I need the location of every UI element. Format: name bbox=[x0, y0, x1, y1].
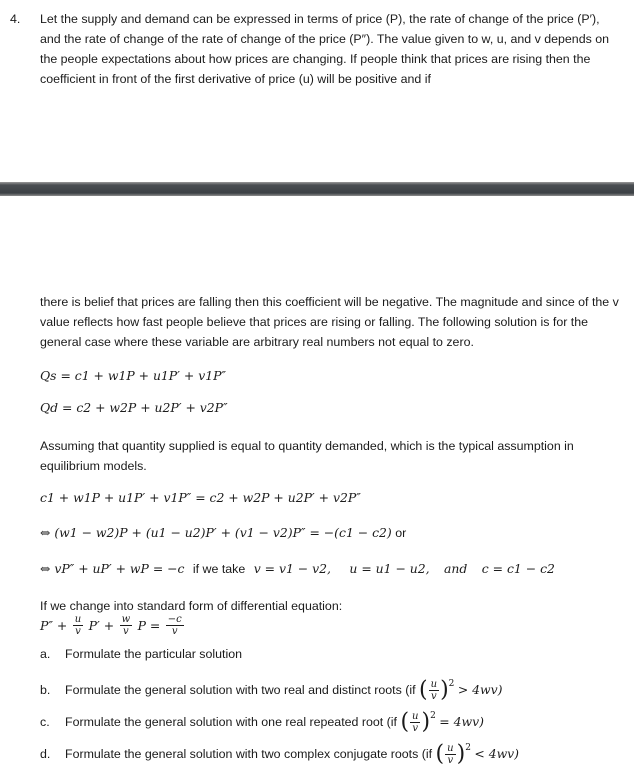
page-break-band bbox=[0, 182, 634, 196]
u-definition: u = u1 − u2, bbox=[349, 561, 430, 576]
p-prime-term: P′ + bbox=[88, 618, 115, 633]
p-double-prime-term: P″ + bbox=[40, 618, 68, 633]
u-over-v-ratio: $\frac{u}{v}$ bbox=[412, 711, 419, 735]
assumption-paragraph: Assuming that quantity supplied is equal to quantity demanded, which is the typical assumption in equilibrium models. bbox=[40, 439, 574, 473]
question-b: b. Formulate the general solution with two real and distinct roots (if ( $\frac{u}{v}$ )$^2$ > 4wv) bbox=[40, 677, 503, 703]
u-over-v-ratio: $\frac{u}{v}$ bbox=[430, 679, 438, 703]
simplified-equation bbox=[40, 560, 630, 578]
problem-number: 4. bbox=[10, 12, 21, 26]
demand-equation: Qd = c2 + w2P + u2P′ + v2P″ bbox=[40, 400, 228, 415]
and-text: and bbox=[444, 561, 468, 576]
standard-form-intro: If we change into standard form of differential equation: bbox=[40, 599, 343, 613]
question-a: a. Formulate the particular solution bbox=[40, 647, 242, 661]
supply-equation: Qs = c1 + w1P + u1P′ + v1P″ bbox=[40, 368, 227, 383]
question-d: d. Formulate the general solution with two complex conjugate roots (if ( $\frac{u}{v}$ )$^2$ < 4wv) bbox=[40, 741, 520, 767]
equilibrium-equation: c1 + w1P + u1P′ + v1P″ = c2 + w2P + u2P′ + v2P″ bbox=[40, 490, 361, 505]
question-c: c. Formulate the general solution with one real repeated root (if ( $\frac{u}{v}$ )$^2$ = 4wv) bbox=[40, 709, 484, 735]
w-over-v-fraction: $\frac{w}{v}$ bbox=[121, 614, 131, 638]
v-definition: v = v1 − v2, bbox=[253, 561, 331, 576]
rearranged-expression: ⇔ (w1 − w2)P + (u1 − u2)P′ + (v1 − v2)P″ = −(c1 − c2) bbox=[40, 525, 392, 540]
c-definition: c = c1 − c2 bbox=[481, 561, 555, 576]
standard-form-equation bbox=[40, 614, 185, 638]
minus-c-over-v-fraction: $\frac{-c}{v}$ bbox=[167, 614, 182, 638]
continuation-paragraph: there is belief that prices are falling then this coefficient will be negative. The magnitude and since of the v value reflects how fast people believe that prices are rising or falling. The following solution is for the general case where these variable are arbitrary real numbers not equal to zero. bbox=[40, 295, 619, 349]
take-text: if we take bbox=[192, 562, 246, 576]
p-term: P = bbox=[137, 618, 161, 633]
u-over-v-ratio: $\frac{u}{v}$ bbox=[447, 743, 454, 767]
simplified-expression: ⇔ vP″ + uP′ + wP = −c bbox=[40, 561, 185, 576]
rearranged-equation bbox=[40, 524, 406, 542]
intro-paragraph: Let the supply and demand can be expressed in terms of price (P), the rate of change of the price (P′), and the rate of change of the rate of change of the price (P″). The value given to w, u, and v depends on the people expectations about how prices are changing. If people think that prices are rising then the coefficient in front of the first derivative of price (u) will be positive and if bbox=[40, 12, 610, 86]
or-text: or bbox=[391, 526, 407, 540]
u-over-v-fraction: $\frac{u}{v}$ bbox=[74, 614, 82, 638]
